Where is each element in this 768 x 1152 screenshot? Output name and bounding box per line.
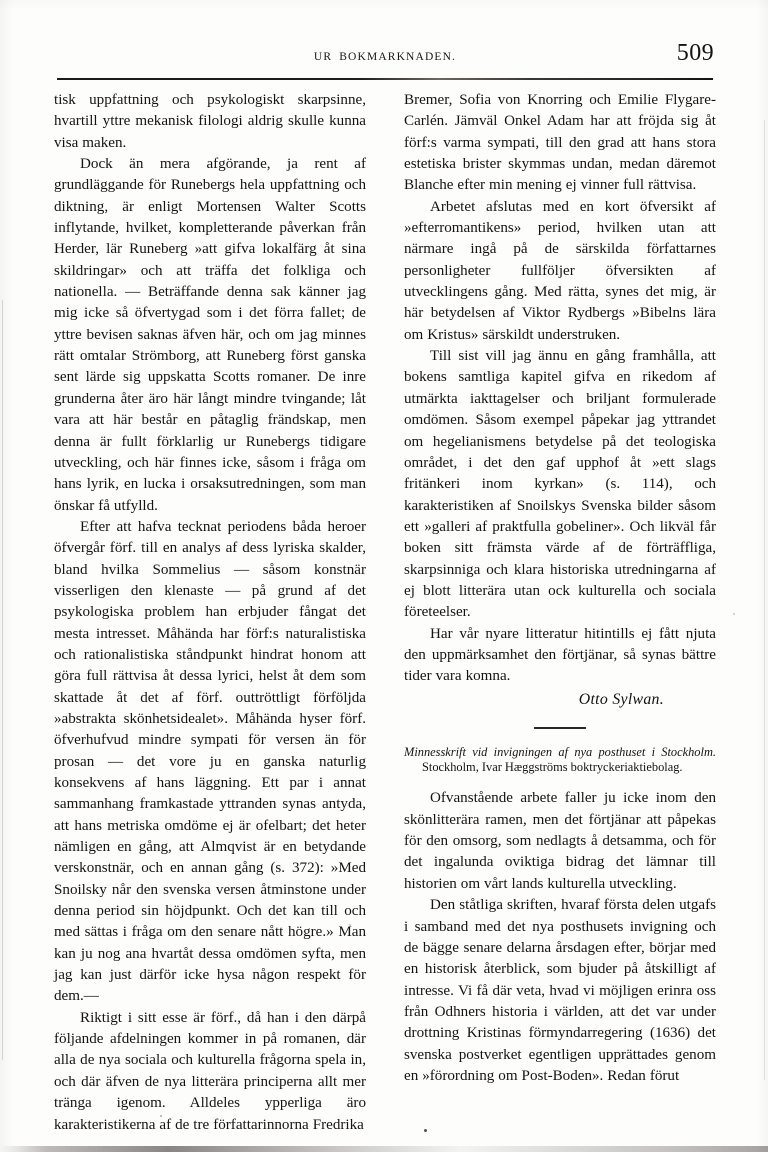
paragraph: Bremer, Sofia von Knorring och Emilie Flygare-Carlén. Jämväl Onkel Adam har att fröjda sig åt förf:s varma sympati, till den grad att hans stora estetiska brister skymmas undan, medan däremot Blanche efter min mening ej vinner full rättvisa. [404,92,716,194]
review-signature: Otto Sylwan. [578,690,664,708]
scan-speck [349,924,351,926]
section-divider-wrapper [404,711,716,745]
spacer [404,775,716,788]
paragraph: Arbetet afslutas med en kort öfversikt af »efterromantikens» period, hvilken utan att närmare ingå på de särskilda författarnes personligheter fullföljer öfversikten af utvecklingens gång. Med rätta, synes det mig, är här betydelsen af Viktor Rydbergs »Bibelns lära om Kristus» särskildt understruken. [404,198,716,343]
left-column [54,90,366,1136]
scan-edge-artifact-left [2,300,3,1060]
book-imprint: Stockholm, Ivar Hæggströms boktryckeriaktiebolag. [422,760,683,775]
scan-speck [424,1129,427,1132]
paragraph: tisk uppfattning och psykologiskt skarpsinne, hvartill yttre mekanisk filologi aldrig skulle kunna visa maken. [54,92,366,151]
page-number: 509 [676,40,714,66]
paragraph: Har vår nyare litteratur hitintills ej fått njuta den uppmärksamhet den förtjänar, så synas bättre tider vara komna. [404,625,716,685]
paragraph: Till sist vill jag ännu en gång framhålla, att bokens samtliga kapitel gifva en rikedom af utmärkta iakttagelser och briljant formulerade omdömen. Såsom exempel påpekar jag yttrandet om hegelianismens betydelse på det teologiska området, i det den gaf upphof åt »ett slags fritänkeri inom kyrkan» (s. 114), och karakteristiken af Snoilskys Svenska bilder såsom ett »galleri af praktfulla gobeliner». Och likväl får boken sitt främsta värde af de förträffliga, skarpsinniga och klara historiska utredningarna af ej blott litterära utan ock kulturella och sociala företeelser. [404,348,716,621]
running-head [54,40,716,82]
section-divider [534,727,586,729]
scan-speck [733,613,735,615]
paragraph: Efter att hafva tecknat periodens båda heroer öfvergår förf. till en analys af dess lyriska skalder, bland hvilka Sommelius — såsom konstnär visserligen den klenaste — på grund af det psykologiska problem han erbjuder fångat det mesta intresset. Måhända har förf:s naturalistiska och rationalistiska ståndpunkt hindrat honom att göra full rättvisa åt dessa lyrici, helst åt dem som skattade åt det af förf. outtröttligt förföljda »abstrakta skönhetsidealet». Måhända hyser förf. öfverhufvud mindre sympati för versen än för prosan — det vore ju en ganska naturlig konsekvens af hans läggning. Ett par i annat sammanhang framkastade yttranden synas antyda, att hans metriska omdöme ej är ofelbart; det heter nämligen en gång, att Almqvist är en betydande verskonstnär, och en annan gång (s. 372): »Med Snoilsky når den svenska versen åtminstone under denna period sin höjdpunkt. Och det kan till och med sättas i fråga om den senare nått högre.» Man kan ju nog ana hvartåt dessa omdömen syfta, men jag kan just därför icke hysa någon respekt för dem.— [54,518,366,1005]
two-column-body [54,90,716,1136]
book-citation [404,745,716,776]
paragraph: Riktigt i sitt esse är förf., då han i den därpå följande afdelningen kommer in på romanen, där alla de nya sociala och kulturella frågorna spela in, och där äfven de nya litterära principerna allt mer tränga igenom. Alldeles ypperliga äro karakteristikerna af de tre författarinnorna Fredrika [54,1009,366,1133]
paragraph: Dock än mera afgörande, ja rent af grundläggande för Runebergs hela uppfattning och diktning, är enligt Mortensen Walter Scotts inflytande, hvilket, kompletterande påverkan från Herder, lär Runeberg »att gifva lokalfärg åt sina skildringar» och att träffa det folkliga och nationella. — Beträffande denna sak känner jag mig icke så öfvertygad som i det förra fallet; de yttre bevisen saknas äfven här, och om jag minnes rätt omtalar Strömborg, att Runeberg först ganska sent lärde sig uppskatta Scotts romaner. De inre grunderna åter äro här långt mindre tvingande; låt vara att här består en påtaglig frändskap, men denna är fullt förklarlig ur Runebergs tidigare utveckling, och här finnes icke, såsom i fråga om hans lyrik, en lucka i orsaksutredningen, som man önskar få utfylld. [54,156,366,514]
running-title: UR BOKMARKNADEN. [313,51,457,63]
scan-edge-artifact-right [764,120,765,1080]
paragraph: Den ståtliga skriften, hvaraf första delen utgafs i samband med det nya posthusets invigning och de bägge senare delarna årsdagen efter, börjar med en historisk återblick, som bjuder på åtskilligt af intresse. Vi få där veta, hvad vi möjligen erinra oss från Odhners historia i världen, att det var under drottning Kristinas förmyndarregering (1636) det svenska postverket egentligen upprättades genom en »förordning om Post-Boden». Redan förut [404,897,716,1084]
scan-bottom-edge [0,1146,768,1152]
scan-speck [160,1115,162,1117]
header-rule [57,78,713,80]
book-title: Minnesskrift vid invigningen af nya posthuset i Stockholm. [404,744,716,759]
right-column [404,90,716,1136]
page-content-area [54,40,716,1133]
paragraph: Ofvanstående arbete faller ju icke inom den skönlitterära ramen, men det förtjänar att påpekas för den omsorg, som nedlagts å detsamma, och för det ingalunda oviktiga bidrag det lämnar till historien om vårt lands kulturella utveckling. [404,790,716,892]
